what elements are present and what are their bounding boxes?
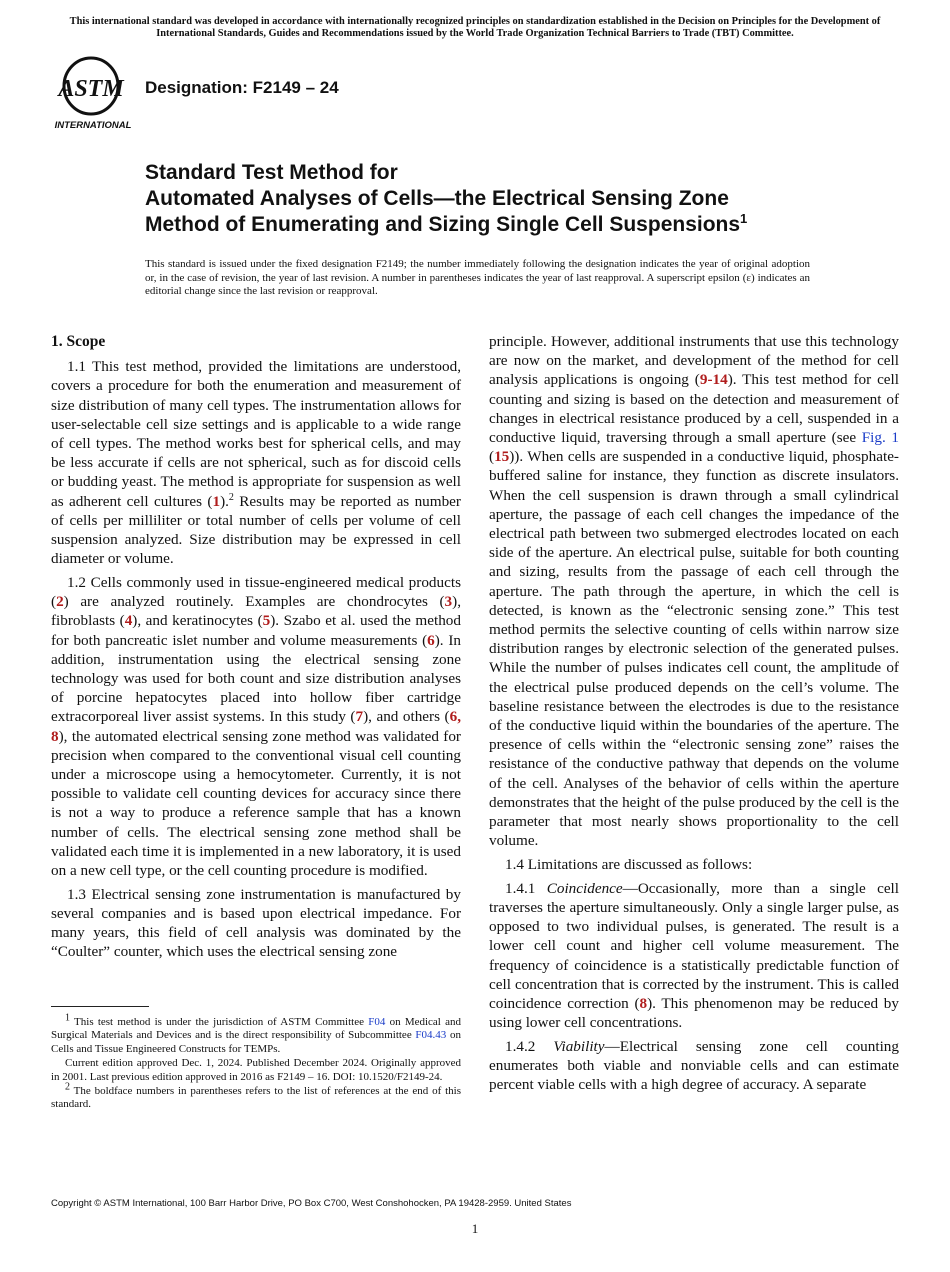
reference-link[interactable]: 9-14	[699, 371, 728, 389]
reference-link[interactable]: 8	[639, 994, 648, 1012]
reference-link[interactable]: 3	[444, 593, 453, 611]
paragraph-1-4-1: 1.4.1 Coincidence—Occasionally, more than a single cell traverses the aperture simultaneously. Only a single larger pulse, as opposed to two individual pulses, is generated. The result is a lower cell count and higher cell volume measurement. The frequency of coincidence is a statistically predictable function of cell concentration that is corrected by the instrument. This is called coincidence correction (8). This phenomenon may be reduced by using lower cell concentrations.	[489, 879, 899, 1032]
designation: Designation: F2149 – 24	[145, 78, 339, 97]
reference-link[interactable]: 15	[494, 448, 510, 466]
reference-link[interactable]: 2	[56, 593, 64, 611]
left-column	[51, 332, 461, 966]
figure-link[interactable]: Fig. 1	[861, 429, 899, 447]
reference-link[interactable]: 6, 8	[51, 708, 461, 745]
paragraph-1-3-continued: principle. However, additional instruments that use this technology are now on the market, and development of the method for cell analysis applications is ongoing (9-14). This test method for cell counting and sizing is based on the detection and measurement of changes in electrical resistance produced by a cell, suspended in a conductive liquid, traversing through a small aperture (see Fig. 1 (15)). When cells are suspended in a conductive liquid, phosphate-buffered saline for instance, they function as discrete insulators. When the cell suspension is drawn through a small cylindrical aperture, the passage of each cell changes the impedance of the electrical path between two submerged electrodes located on each side of the aperture. An electrical pulse, suitable for both counting and sizing, results from the passage of each cell through the aperture. The path through the aperture, in which the cell is detected, is known as the “electronic sensing zone.” This test method permits the selective counting of cells within narrow size distribution ranges by electronic selection of the generated pulses. While the number of pulses indicates cell count, the amplitude of the electrical pulse produced depends on the cell’s volume. The baseline resistance between the electrodes is due to the resistance of the conductive liquid within the boundaries of the aperture. The presence of cells within the “electronic sensing zone” raises the resistance of the conductive pathway that depends on the volume of the cell. Analyses of the behavior of cells within the aperture demonstrates that the height of the pulse produced by the cell is the parameter that most nearly shows proportionality to the cell volume.	[489, 333, 899, 850]
page-number: 1	[471, 1221, 479, 1236]
paragraph-1-1: 1.1 This test method, provided the limitations are understood, covers a procedure for both the enumeration and measurement of size distribution of many cell types. The instrumentation allows for user-selectable cell size settings and is applicable to a wide range of cell types. The method works best for spherical cells, and may be less accurate if cells are not spherical, such as for discoid cells or budding yeast. The method is appropriate for suspension as well as adherent cell cultures (1).$^2$ Results may be reported as number of cells per milliliter or total number of cells per volume of cell suspension analyzed. Size distribution may be expressed in cell diameter or volume.	[51, 358, 461, 568]
copyright-notice: Copyright © ASTM International, 100 Barr Harbor Drive, PO Box C700, West Conshohocken, PA 19428-2959. United States	[51, 1198, 572, 1209]
header-note: This international standard was developed in accordance with internationally recognized principles on standardization established in the Decision on Principles for the Development of International Standards, Guides and Recommendations issued by the World Trade Organization Technical Barriers to Trade (TBT) Committee.	[69, 16, 881, 39]
paragraph-1-4: 1.4 Limitations are discussed as follows:	[505, 855, 753, 873]
reference-link[interactable]: 6	[427, 631, 435, 649]
paragraph-1-3: 1.3 Electrical sensing zone instrumentation is manufactured by several companies and is based upon electrical impedance. For many years, this field of cell analysis was dominated by the “Coulter” counter, which uses the electrical sensing zone	[51, 885, 461, 961]
reference-link[interactable]: 1	[212, 492, 221, 510]
committee-link[interactable]: F04	[368, 1016, 386, 1028]
title-footnote-mark: 1	[740, 211, 748, 226]
right-column	[489, 332, 899, 1099]
paragraph-1-2: 1.2 Cells commonly used in tissue-engineered medical products (2) are analyzed routinely. Examples are chondrocytes (3), fibroblasts (4), and keratinocytes (5). Szabo et al. used the method for both pancreatic islet number and volume measurements (6). In addition, instrumentation using the electrical sensing zone technology was used for both count and size distribution analyses of porcine hepatocytes placed into hollow fiber cartridge extracorporeal liver assist systems. In this study (7), and others (6, 8), the automated electrical sensing zone method was validated for precision when compared to the conventional visual cell counting under a microscope using a hemocytometer. Currently, it is not possible to validate cell counting devices for accuracy since there is not a way to produce a reference sample that has a known number of cells. The electrical sensing zone method shall be validated each time it is implemented in a new laboratory, it is used on a new cell type, or the cell counting procedure is modified.	[51, 573, 461, 879]
astm-logo	[52, 56, 134, 130]
svg-text:ASTM: ASTM	[58, 76, 124, 102]
footnote-1: $^1$ This test method is under the jurisdiction of ASTM Committee F04 on Medical and Surgical Materials and Devices and is the direct responsibility of Subcommittee F04.43 on Cells and Tissue Engineered Constructs for TEMPs.	[51, 1012, 462, 1055]
document-title	[145, 160, 845, 238]
reference-link[interactable]: 4	[124, 612, 133, 630]
footnote-divider	[51, 1006, 149, 1007]
footnote-2: $^2$ The boldface numbers in parentheses refers to the list of references at the end of this standard.	[51, 1081, 461, 1111]
footnote-edition: Current edition approved Dec. 1, 2024. Published December 2024. Originally approved in 2001. Last previous edition approved in 2016 as F2149 – 16. DOI: 10.1520/F2149-24.	[51, 1057, 461, 1083]
footnotes	[51, 1012, 462, 1113]
footnote-mark: 2	[228, 491, 234, 503]
title-line-3: Method of Enumerating and Sizing Single Cell Suspensions$^1$	[145, 211, 748, 236]
reference-link[interactable]: 5	[262, 612, 271, 630]
paragraph-1-4-2: 1.4.2 Viability—Electrical sensing zone cell counting enumerates both viable and nonviable cells and can estimate percent viable cells with a high degree of accuracy. A separate	[489, 1037, 899, 1094]
title-line-1: Standard Test Method for	[145, 161, 398, 184]
reference-link[interactable]: 7	[355, 708, 364, 726]
title-line-2: Automated Analyses of Cells—the Electrical Sensing Zone	[145, 187, 729, 210]
svg-text:INTERNATIONAL: INTERNATIONAL	[54, 120, 132, 130]
issuance-statement: This standard is issued under the fixed designation F2149; the number immediately following the designation indicates the year of original adoption or, in the case of revision, the year of last revision. A number in parentheses indicates the year of last reapproval. A superscript epsilon (ε) indicates an editorial change since the last revision or reapproval.	[145, 258, 810, 298]
section-heading-scope: 1. Scope	[51, 333, 106, 350]
subcommittee-link[interactable]: F04.43	[415, 1029, 447, 1042]
